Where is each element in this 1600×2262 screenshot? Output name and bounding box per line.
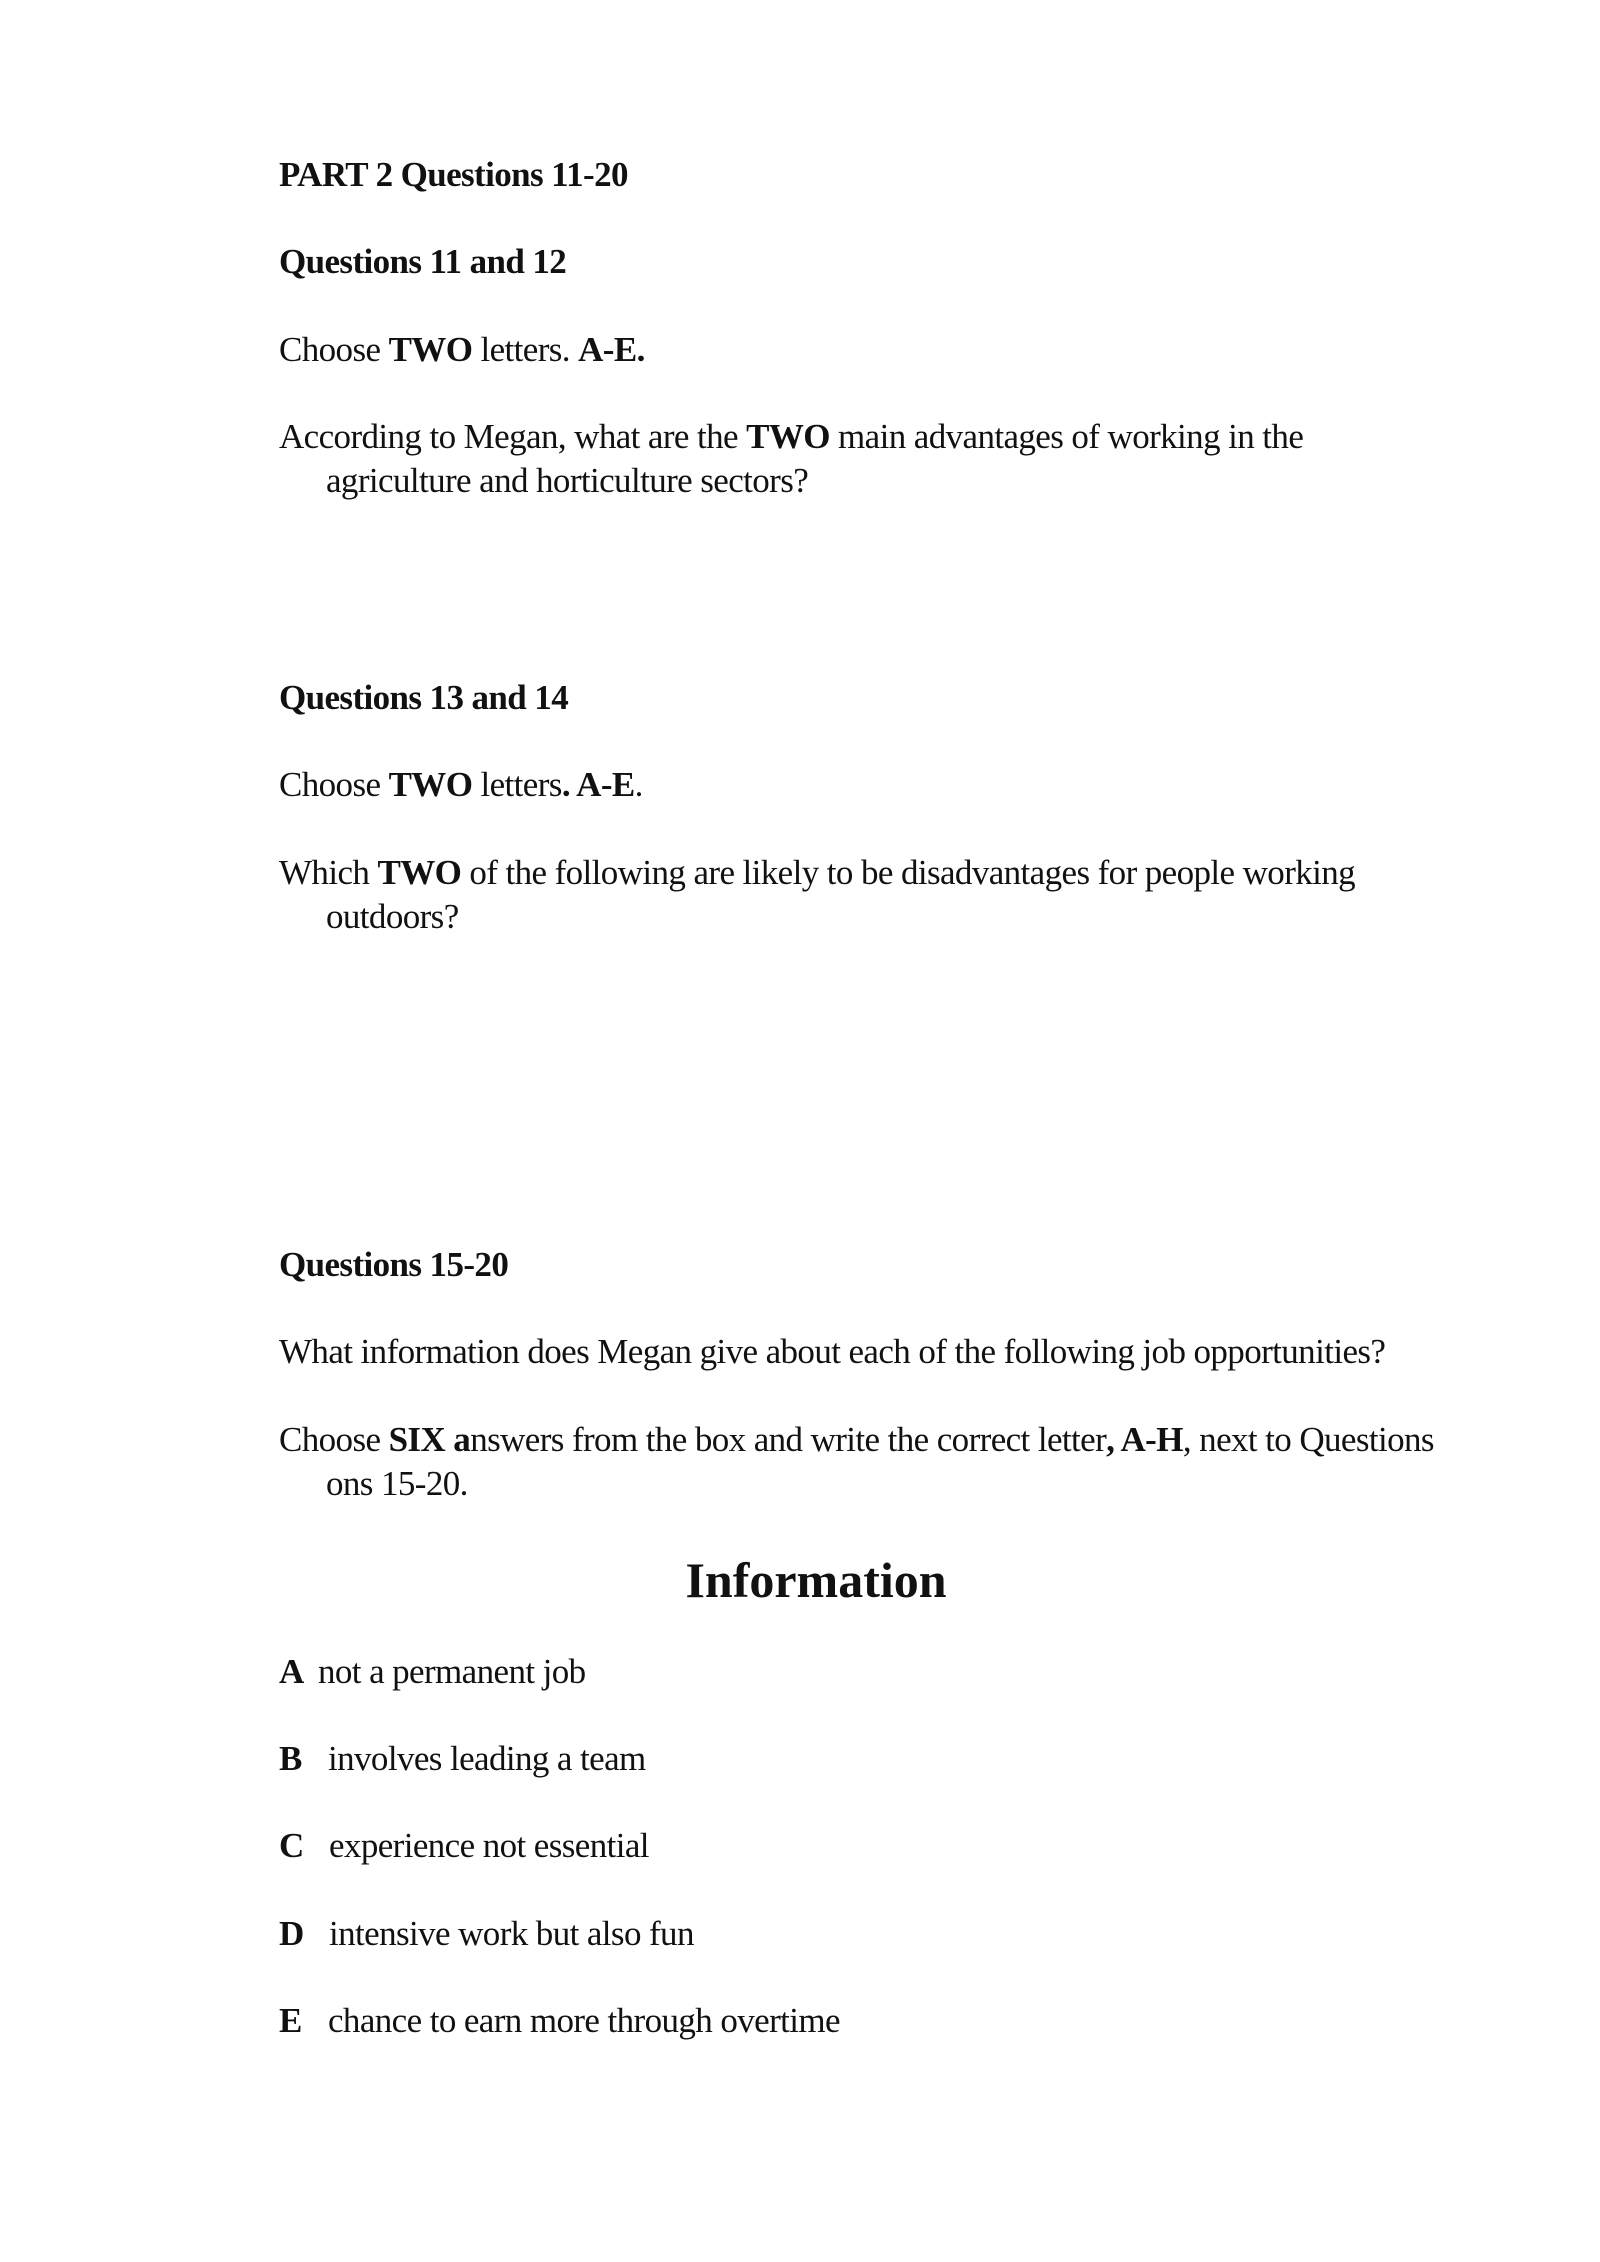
instr-text: letters	[472, 765, 562, 804]
instr-text: Choose	[279, 330, 389, 369]
option-text: chance to earn more through overtime	[328, 2001, 840, 2040]
instr-text: nswers from the box and write the correct letter	[470, 1420, 1107, 1459]
question-text: of the following are likely to be disadvantages for people working	[461, 853, 1356, 892]
option-letter: C	[279, 1826, 304, 1865]
option-letter: E	[279, 2001, 302, 2040]
q11-12-question-line2: agriculture and horticulture sectors?	[326, 461, 809, 500]
info-option-a	[279, 1650, 586, 1694]
option-text: intensive work but also fun	[329, 1914, 694, 1953]
instr-text: Choose	[279, 765, 389, 804]
q13-14-instruction	[279, 763, 643, 807]
question-emphasis: TWO	[377, 853, 462, 892]
instr-text: , next to Questions	[1182, 1420, 1434, 1459]
info-box-title: Information	[685, 1552, 947, 1608]
instr-text: .	[634, 765, 643, 804]
question-text: Which	[279, 853, 378, 892]
question-emphasis: TWO	[746, 417, 830, 456]
instr-emphasis: SIX a	[388, 1420, 471, 1459]
instr-emphasis: . A-E	[561, 765, 635, 804]
q15-20-instruction-line2: ons 15-20.	[326, 1464, 468, 1503]
option-letter: B	[279, 1739, 302, 1778]
q13-14-question-line2: outdoors?	[326, 897, 459, 936]
info-option-e	[279, 1999, 840, 2043]
option-text: not a permanent job	[318, 1652, 586, 1691]
info-option-c	[279, 1824, 649, 1868]
q11-12-question	[279, 415, 1303, 459]
q11-12-instruction	[279, 328, 645, 372]
q15-20-question: What information does Megan give about each of the following job opportunities?	[279, 1332, 1386, 1371]
instr-emphasis: A-E.	[578, 330, 645, 369]
option-letter: A	[279, 1652, 304, 1691]
info-option-b	[279, 1737, 646, 1781]
question-text: According to Megan, what are the	[279, 417, 747, 456]
q15-20-heading: Questions 15-20	[279, 1245, 509, 1284]
instr-text: Choose	[279, 1420, 389, 1459]
instr-text: letters.	[472, 330, 579, 369]
option-text: experience not essential	[329, 1826, 649, 1865]
q11-12-heading: Questions 11 and 12	[279, 242, 567, 281]
option-text: involves leading a team	[328, 1739, 646, 1778]
instr-emphasis: TWO	[388, 330, 473, 369]
info-option-d	[279, 1912, 694, 1956]
q13-14-question	[279, 851, 1355, 895]
instr-emphasis: , A-H	[1106, 1420, 1183, 1459]
q13-14-heading: Questions 13 and 14	[279, 678, 569, 717]
instr-emphasis: TWO	[388, 765, 473, 804]
question-text: main advantages of working in the	[829, 417, 1304, 456]
part-heading: PART 2 Questions 11-20	[279, 155, 628, 194]
option-letter: D	[279, 1914, 304, 1953]
q15-20-instruction	[279, 1418, 1434, 1462]
